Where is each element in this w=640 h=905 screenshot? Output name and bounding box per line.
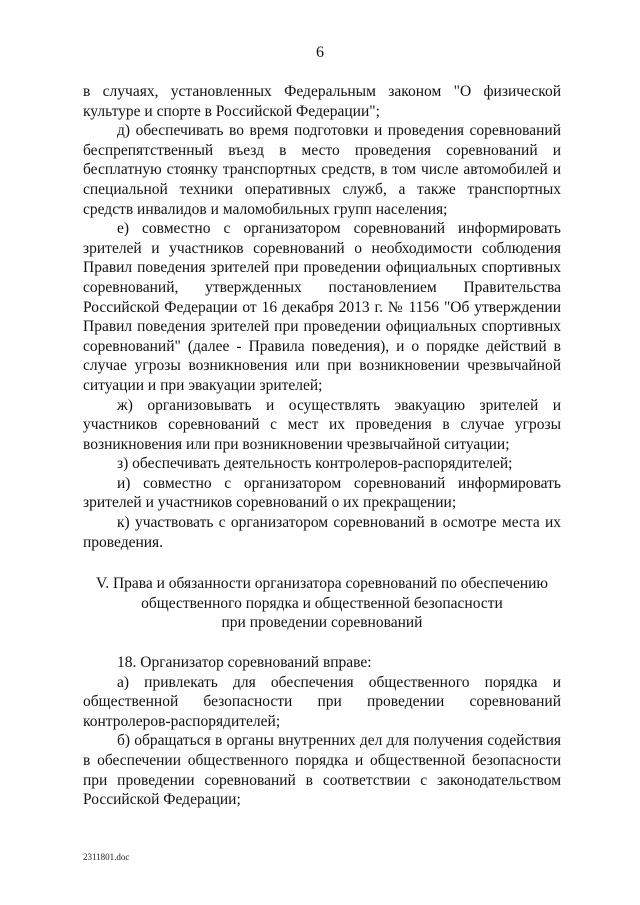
page-number: 6 xyxy=(316,44,324,61)
file-name-footer: 2311801.doc xyxy=(83,852,130,862)
paragraph: д) обеспечивать во время подготовки и проведения соревнований беспрепятственный въезд в место проведения соревнований и бесплатную стоянку транспортных средств, в том числе автомобилей и специальной техники оперативных служб, а также транспортных средств инвалидов и маломобильных групп населения; xyxy=(83,122,561,218)
paragraph: к) участвовать с организатором соревнований в осмотре места их проведения. xyxy=(83,514,561,551)
section-heading xyxy=(83,574,561,633)
section-heading-line: при проведении соревнований xyxy=(221,614,423,632)
paragraph: ж) организовывать и осуществлять эвакуацию зрителей и участников соревнований с мест их проведения в случае угрозы возникновения или при возникновении чрезвычайной ситуации; xyxy=(83,396,561,453)
paragraph: а) привлекать для обеспечения общественного порядка и общественной безопасности при проведении соревнований контролеров-распорядителей; xyxy=(83,673,561,730)
paragraph: з) обеспечивать деятельность контролеров-распорядителей; xyxy=(117,455,513,473)
section-heading-line: V. Права и обязанности организатора соревнований по обеспечению xyxy=(96,575,548,593)
section-heading-line: общественного порядка и общественной безопасности xyxy=(141,594,503,612)
document-body xyxy=(83,82,561,810)
paragraph: б) обращаться в органы внутренних дел для получения содействия в обеспечении общественного порядка и общественной безопасности при проведении соревнований в соответствии с законодательством Российской Федерации; xyxy=(83,732,561,809)
paragraph: и) совместно с организатором соревнований информировать зрителей и участников соревнований о их прекращении; xyxy=(83,474,561,512)
paragraph: 18. Организатор соревнований вправе: xyxy=(117,654,372,672)
paragraph: е) совместно с организатором соревнований информировать зрителей и участников соревнований о необходимости соблюдения Правил поведения зрителей при проведении официальных спортивных соревнований, утвержденных постановлением Правительства Российской Федерации от 16 декабря 2013 г. № 1156 "Об утверждении Правил поведения зрителей при проведении официальных спортивных соревнований" (далее - Правила поведения), и о порядке действий в случае угрозы возникновения или при возникновении чрезвычайной ситуации и при эвакуации зрителей; xyxy=(83,220,561,394)
paragraph: в случаях, установленных Федеральным законом "О физической культуре и спорте в Российской Федерации"; xyxy=(83,83,561,120)
